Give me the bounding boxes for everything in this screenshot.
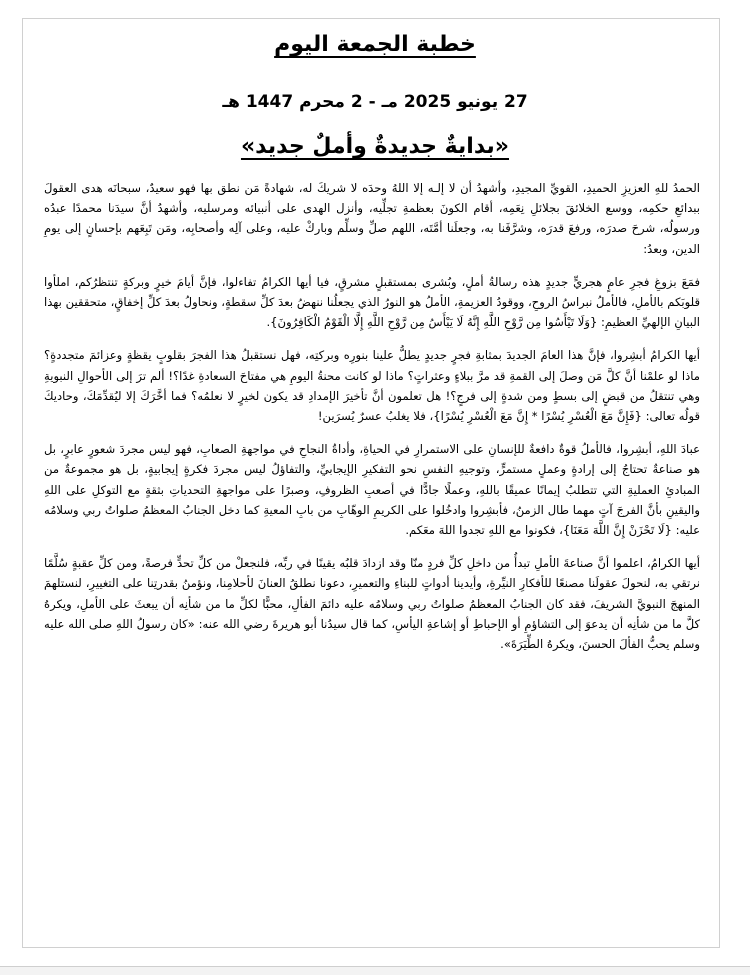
sermon-subtitle (0, 132, 750, 162)
sermon-body (44, 178, 700, 667)
document-title-text: خطبة الجمعة اليوم (274, 32, 476, 57)
paragraph-making-hope: أيها الكرامُ، اعلموا أنَّ صناعةَ الأملِ تبدأُ من داخلِ كلِّ فردٍ منّا وقد ازدادَ قلبُه يقينًا في ربِّه، فلنجعلْ من كلِّ تحدٍّ فرصةً، ومن كلِّ عقبةٍ سُلَّمًا نرتقي به، لنحولَ عقولَنا مصنعًا للأفكارِ النيِّرةِ، وأيدينا أدواتٍ للبناءِ والتعميرِ، دعونا نطلقُ العنانَ لأحلامِنا، ونؤمنُ بقدرتِنا على التغييرِ، لنستلهمَ المنهجَ النبويَّ الشريفَ، فقد كان الجنابُ المعظمُ صلواتُ ربي وسلامُه عليه دائمَ الفألِ، محبًّا لكلِّ ما من شأنِه أن يبعثَ على الأملِ، ويكرهُ كلَّ ما من شأنِه أن يدعوَ إلى التشاؤمِ أو الإحباطِ أو إشاعةِ اليأسِ، كما قال سيدُنا أبو هريرةَ رضي الله عنه: «كان رسولُ اللهِ صلى الله عليه وسلم يحبُّ الفألَ الحسنَ، ويكرهُ الطِّيَرَةَ». (44, 556, 700, 652)
page-bottom-shade (0, 967, 750, 975)
paragraph-opening: الحمدُ للهِ العزيزِ الحميدِ، القويِّ المجيدِ، وأشهدُ أن لا إلـه إلا اللهُ وحدَه لا شريكَ له، شهادةً مَن نطق بها فهو سعيدٌ، سبحانَه هدى العقولَ ببدائعِ حكمِه، ووسع الخلائقَ بجلائلِ نِعَمِه، أقام الكونَ بعظمةِ تجلِّيه، وأنزل الهدى على أنبيائه ومرسليه، وأشهدُ أنَّ سيدَنا محمدًا عبدُه ورسولُه، شرحَ صدرَه، ورفعَ قدرَه، وشرَّفَنا به، وجعلَنا أمَّتَه، اللهم صلِّ وسلِّم وباركْ عليه، وعلى آلِه وأصحابِه، ومَن تَبِعَهم بإحسانٍ إلى يومِ الدين، وبعدُ: (44, 181, 700, 256)
paragraph-good-news: أيها الكرامُ أبشِروا، فإنَّ هذا العامَ الجديدَ بمثابةِ فجرٍ جديدٍ يطلُّ علينا بنورِه وبركتِه، فهل نستقبلُ هذا الفجرَ بقلوبٍ يقظةٍ وعزائمَ متجددةٍ؟ ماذا لو علمْنا أنَّ كلَّ مَن وصلَ إلى القمةِ قد مرَّ ببلاءٍ وعثراتٍ؟ ماذا لو كانت محنةُ اليومِ هي مفتاحَ السعادةِ غدًا؟! ألم ترَ إلى الأحوالِ النبويةِ وهي تنتقلُ من قبضٍ إلى بسطٍ ومن شدةٍ إلى فرجٍ؟! هل تعلمون أنَّ تأخيرَ الإمدادِ قد يكون لخيرٍ لا نعلمُه؟ فما أخَّرَكَ إلا ليُقدِّمَكَ، وحاديكَ قولُه تعالى: {فَإِنَّ مَعَ الْعُسْرِ يُسْرًا * إِنَّ مَعَ الْعُسْرِ يُسْرًا}، فلا يغلبُ عسرٌ يُسرَين! (44, 348, 700, 424)
paragraph-new-year: فمَعَ بزوغِ فجرِ عامٍ هجريٍّ جديدٍ هذه رسالةُ أملٍ، وبُشرى بمستقبلٍ مشرقٍ، فيا أيها الكرامُ تفاءلوا، فإنَّ أيامَ خيرٍ وبركةٍ تنتظرُكم، املأوا قلوبَكم بالأملِ، فالأملُ نبراسُ الروحِ، ووقودُ العزيمةِ، الأملُ هو النورُ الذي يجعلُنا ننهضُ بعدَ كلِّ سقطةٍ، ونحاولُ بعدَ كلِّ إخفاقٍ، متحققين بهذا البيانِ الإلهيِّ العظيمِ: {وَلَا تَيْأَسُوا مِن رَّوْحِ اللَّهِ إِنَّهُ لَا يَيْأَسُ مِن رَّوْحِ اللَّهِ إِلَّا الْقَوْمُ الْكَافِرُونَ}. (44, 274, 700, 330)
document-date: 27 يونيو 2025 مـ - 2 محرم 1447 هـ (222, 92, 528, 112)
sermon-subtitle-text: «بدايةٌ جديدةٌ وأملٌ جديد» (240, 134, 510, 159)
paragraph-hope-power: عبادَ اللهِ، أبشِروا، فالأملُ قوةٌ دافعةٌ للإنسانِ على الاستمرارِ في الحياةِ، وأداةُ النجاحِ في مواجهةِ الصعابِ، فهو ليس مجردَ شعورٍ عابرٍ، بل هو صناعةٌ تحتاجُ إلى إرادةٍ وعملٍ مستمرٍّ، وتوجيهِ النفسِ نحو التفكيرِ الإيجابيِّ، والتفاؤلُ ليس مجردَ فكرةٍ إيجابيةٍ، بل هو مجموعةٌ من المبادئِ العمليةِ التي تتطلبُ إيمانًا عميقًا باللهِ، وعملًا جادًّا في أصعبِ الظروفِ، وصبرًا على مواجهةِ التحدياتِ بثقةٍ مع التوكلِ على اللهِ واليقينِ بأنَّ الفرجَ آتٍ مهما طال الزمنُ، فأبشِروا وادخُلوا على الكريمِ الوهّابِ من بابِ المعيةِ كما دخل الجنابُ المعظمُ صلواتُ ربي وسلامُه عليه: {لَا تَحْزَنْ إِنَّ اللَّهَ مَعَنَا}، فكونوا مع اللهِ تجدوا اللهَ معَكم. (44, 442, 700, 538)
document-title (0, 30, 750, 60)
